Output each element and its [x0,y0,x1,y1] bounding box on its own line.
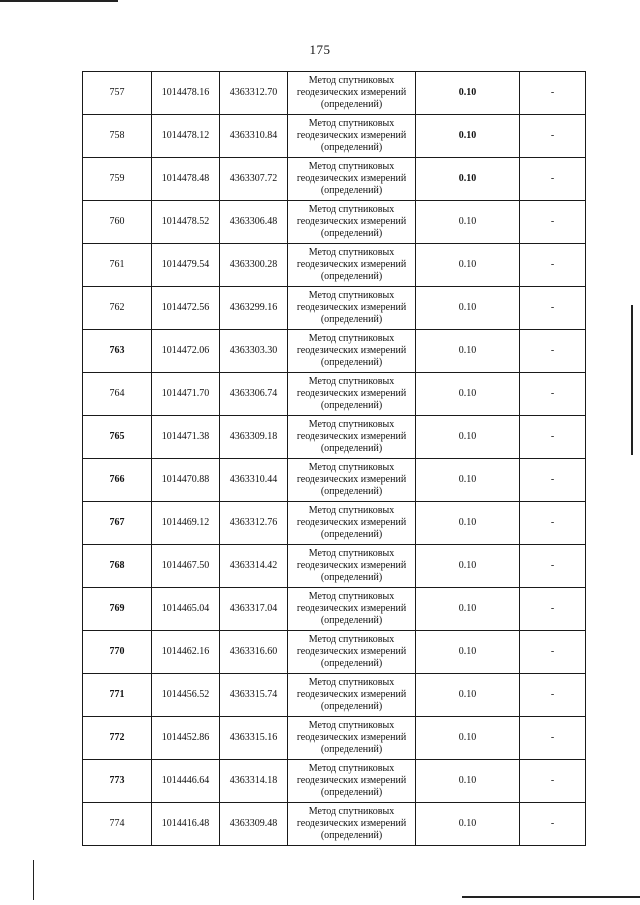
point-number-cell: 761 [83,244,152,287]
method-cell: Метод спутниковых геодезических измерений (определений) [288,760,416,803]
x-coordinate-cell: 1014467.50 [152,545,220,588]
point-number-cell: 766 [83,459,152,502]
table-row [83,803,586,846]
method-cell: Метод спутниковых геодезических измерений (определений) [288,158,416,201]
scan-edge-bottom [462,896,640,898]
note-cell: - [520,373,586,416]
point-number-cell: 772 [83,717,152,760]
y-coordinate-cell: 4363300.28 [220,244,288,287]
scan-edge-right [631,305,633,455]
point-number-cell: 760 [83,201,152,244]
y-coordinate-cell: 4363306.48 [220,201,288,244]
y-coordinate-cell: 4363303.30 [220,330,288,373]
note-cell: - [520,631,586,674]
x-coordinate-cell: 1014472.06 [152,330,220,373]
x-coordinate-cell: 1014456.52 [152,674,220,717]
point-number-cell: 768 [83,545,152,588]
note-cell: - [520,158,586,201]
point-number-cell: 773 [83,760,152,803]
table-row [83,115,586,158]
y-coordinate-cell: 4363312.70 [220,72,288,115]
point-number-cell: 759 [83,158,152,201]
scan-edge-top [0,0,118,2]
method-cell: Метод спутниковых геодезических измерений (определений) [288,803,416,846]
method-cell: Метод спутниковых геодезических измерений (определений) [288,631,416,674]
method-cell: Метод спутниковых геодезических измерений (определений) [288,545,416,588]
note-cell: - [520,502,586,545]
y-coordinate-cell: 4363315.16 [220,717,288,760]
method-cell: Метод спутниковых геодезических измерений (определений) [288,373,416,416]
accuracy-cell: 0.10 [416,588,520,631]
table-row [83,72,586,115]
x-coordinate-cell: 1014478.12 [152,115,220,158]
note-cell: - [520,244,586,287]
method-cell: Метод спутниковых геодезических измерений (определений) [288,717,416,760]
y-coordinate-cell: 4363310.44 [220,459,288,502]
x-coordinate-cell: 1014470.88 [152,459,220,502]
accuracy-cell: 0.10 [416,717,520,760]
accuracy-cell: 0.10 [416,674,520,717]
table-row [83,459,586,502]
accuracy-cell: 0.10 [416,158,520,201]
y-coordinate-cell: 4363309.48 [220,803,288,846]
table-row [83,760,586,803]
y-coordinate-cell: 4363315.74 [220,674,288,717]
note-cell: - [520,72,586,115]
note-cell: - [520,760,586,803]
note-cell: - [520,588,586,631]
y-coordinate-cell: 4363309.18 [220,416,288,459]
y-coordinate-cell: 4363314.42 [220,545,288,588]
point-number-cell: 767 [83,502,152,545]
table-row [83,631,586,674]
table-row [83,545,586,588]
table-row [83,287,586,330]
table-row [83,674,586,717]
y-coordinate-cell: 4363310.84 [220,115,288,158]
method-cell: Метод спутниковых геодезических измерений (определений) [288,115,416,158]
coordinates-table [82,71,586,846]
x-coordinate-cell: 1014446.64 [152,760,220,803]
accuracy-cell: 0.10 [416,803,520,846]
point-number-cell: 771 [83,674,152,717]
x-coordinate-cell: 1014462.16 [152,631,220,674]
scan-edge-left [33,860,34,900]
method-cell: Метод спутниковых геодезических измерений (определений) [288,588,416,631]
y-coordinate-cell: 4363316.60 [220,631,288,674]
accuracy-cell: 0.10 [416,545,520,588]
table-row [83,502,586,545]
method-cell: Метод спутниковых геодезических измерений (определений) [288,287,416,330]
y-coordinate-cell: 4363312.76 [220,502,288,545]
note-cell: - [520,201,586,244]
x-coordinate-cell: 1014472.56 [152,287,220,330]
table-row [83,201,586,244]
x-coordinate-cell: 1014478.16 [152,72,220,115]
table-row [83,717,586,760]
point-number-cell: 763 [83,330,152,373]
x-coordinate-cell: 1014479.54 [152,244,220,287]
method-cell: Метод спутниковых геодезических измерений (определений) [288,244,416,287]
x-coordinate-cell: 1014452.86 [152,717,220,760]
y-coordinate-cell: 4363306.74 [220,373,288,416]
accuracy-cell: 0.10 [416,631,520,674]
x-coordinate-cell: 1014469.12 [152,502,220,545]
page-number: 175 [309,42,331,57]
point-number-cell: 762 [83,287,152,330]
x-coordinate-cell: 1014465.04 [152,588,220,631]
note-cell: - [520,459,586,502]
method-cell: Метод спутниковых геодезических измерений (определений) [288,330,416,373]
method-cell: Метод спутниковых геодезических измерений (определений) [288,72,416,115]
table-row [83,588,586,631]
y-coordinate-cell: 4363307.72 [220,158,288,201]
table-row [83,373,586,416]
accuracy-cell: 0.10 [416,72,520,115]
point-number-cell: 757 [83,72,152,115]
note-cell: - [520,717,586,760]
method-cell: Метод спутниковых геодезических измерений (определений) [288,459,416,502]
note-cell: - [520,803,586,846]
accuracy-cell: 0.10 [416,416,520,459]
accuracy-cell: 0.10 [416,201,520,244]
accuracy-cell: 0.10 [416,459,520,502]
method-cell: Метод спутниковых геодезических измерений (определений) [288,502,416,545]
table-row [83,330,586,373]
table-row [83,158,586,201]
method-cell: Метод спутниковых геодезических измерений (определений) [288,201,416,244]
x-coordinate-cell: 1014416.48 [152,803,220,846]
y-coordinate-cell: 4363317.04 [220,588,288,631]
accuracy-cell: 0.10 [416,373,520,416]
method-cell: Метод спутниковых геодезических измерений (определений) [288,416,416,459]
accuracy-cell: 0.10 [416,287,520,330]
note-cell: - [520,416,586,459]
accuracy-cell: 0.10 [416,502,520,545]
note-cell: - [520,287,586,330]
point-number-cell: 765 [83,416,152,459]
accuracy-cell: 0.10 [416,115,520,158]
note-cell: - [520,674,586,717]
point-number-cell: 764 [83,373,152,416]
table-body [83,72,586,846]
table-row [83,416,586,459]
x-coordinate-cell: 1014471.38 [152,416,220,459]
accuracy-cell: 0.10 [416,760,520,803]
accuracy-cell: 0.10 [416,330,520,373]
point-number-cell: 774 [83,803,152,846]
method-cell: Метод спутниковых геодезических измерений (определений) [288,674,416,717]
x-coordinate-cell: 1014478.48 [152,158,220,201]
note-cell: - [520,330,586,373]
y-coordinate-cell: 4363299.16 [220,287,288,330]
x-coordinate-cell: 1014471.70 [152,373,220,416]
note-cell: - [520,115,586,158]
point-number-cell: 769 [83,588,152,631]
note-cell: - [520,545,586,588]
point-number-cell: 770 [83,631,152,674]
point-number-cell: 758 [83,115,152,158]
table-row [83,244,586,287]
x-coordinate-cell: 1014478.52 [152,201,220,244]
accuracy-cell: 0.10 [416,244,520,287]
y-coordinate-cell: 4363314.18 [220,760,288,803]
